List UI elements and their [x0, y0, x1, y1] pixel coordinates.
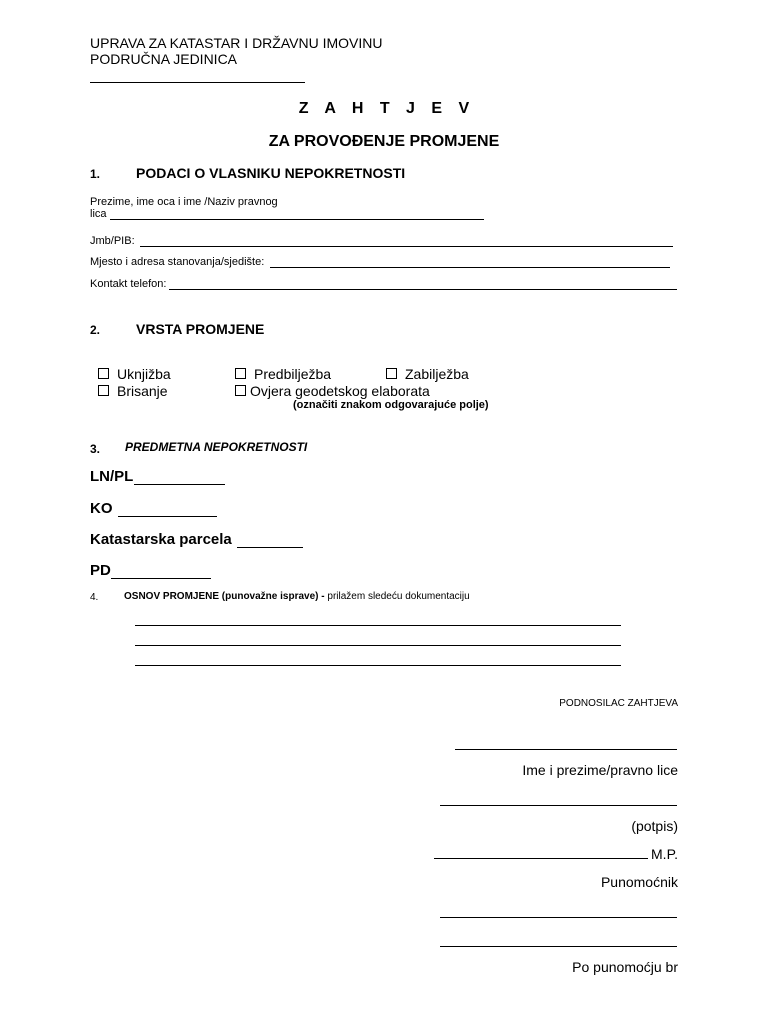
section-3-heading: PREDMETNA NEPOKRETNOSTI: [125, 440, 308, 454]
address-field[interactable]: [270, 255, 670, 268]
checkbox-icon[interactable]: [98, 368, 109, 379]
option-predbiljezba[interactable]: Predbilježba: [235, 366, 331, 382]
submitter-label: PODNOSILAC ZAHTJEVA: [559, 698, 678, 709]
owner-name-field[interactable]: [110, 207, 484, 220]
section-2-number: 2.: [90, 323, 101, 337]
option-zabiljezba[interactable]: Zabilježba: [386, 366, 469, 382]
checkbox-icon[interactable]: [235, 368, 246, 379]
pd-field[interactable]: [111, 564, 211, 579]
document-line-1[interactable]: [135, 613, 621, 626]
section-1-heading: PODACI O VLASNIKU NEPOKRETNOSTI: [136, 165, 406, 181]
jmb-field[interactable]: [140, 234, 673, 247]
option-ovjera[interactable]: Ovjera geodetskog elaborata: [235, 383, 430, 399]
section-3-number: 3.: [90, 442, 101, 456]
ko-label: KO: [90, 500, 113, 517]
regional-unit-input-line[interactable]: [90, 70, 305, 83]
phone-label: Kontakt telefon:: [90, 278, 167, 290]
owner-name-label: Prezime, ime oca i ime /Naziv pravnog: [90, 196, 278, 208]
lnpl-field[interactable]: [134, 470, 225, 485]
section-4-heading: OSNOV PROMJENE (punovažne isprave) - prilažem sledeću dokumentaciju: [124, 591, 470, 602]
lnpl-label: LN/PL: [90, 468, 134, 485]
signature-label: (potpis): [631, 818, 678, 834]
checkbox-icon[interactable]: [386, 368, 397, 379]
mp-label: M.P.: [651, 846, 678, 862]
name-label: Ime i prezime/pravno lice: [522, 762, 678, 778]
section-1-number: 1.: [90, 167, 101, 181]
document-line-2[interactable]: [135, 633, 621, 646]
section-2-heading: VRSTA PROMJENE: [136, 321, 265, 337]
name-field[interactable]: [455, 737, 677, 750]
document-title: Z A H T J E V: [298, 100, 476, 117]
address-label: Mjesto i adresa stanovanja/sjedište:: [90, 256, 265, 268]
jmb-label: Jmb/PIB:: [90, 235, 135, 247]
document-line-3[interactable]: [135, 653, 621, 666]
regional-unit: PODRUČNA JEDINICA: [90, 51, 238, 67]
option-uknjizba[interactable]: Uknjižba: [98, 366, 171, 382]
option-brisanje[interactable]: Brisanje: [98, 383, 168, 399]
pd-label: PD: [90, 562, 111, 579]
parcela-field[interactable]: [237, 533, 303, 548]
proxy-field-1[interactable]: [440, 905, 677, 918]
parcela-label: Katastarska parcela: [90, 531, 232, 548]
section-4-number: 4.: [90, 592, 99, 603]
signature-field[interactable]: [440, 793, 677, 806]
proxy-field-2[interactable]: [440, 934, 677, 947]
ko-field[interactable]: [118, 502, 217, 517]
checkbox-icon[interactable]: [98, 385, 109, 396]
proxy-label: Punomoćnik: [600, 874, 678, 890]
institution-name: UPRAVA ZA KATASTAR I DRŽAVNU IMOVINU: [90, 35, 383, 51]
document-subtitle: ZA PROVOĐENJE PROMJENE: [268, 133, 500, 150]
stamp-field[interactable]: [434, 846, 648, 859]
phone-field[interactable]: [169, 277, 677, 290]
owner-name-label-cont: lica: [90, 208, 107, 220]
checkbox-icon[interactable]: [235, 385, 246, 396]
proxy-number-label: Po punomoćju br: [572, 959, 678, 975]
option-note: (označiti znakom odgovarajuće polje): [293, 399, 489, 411]
